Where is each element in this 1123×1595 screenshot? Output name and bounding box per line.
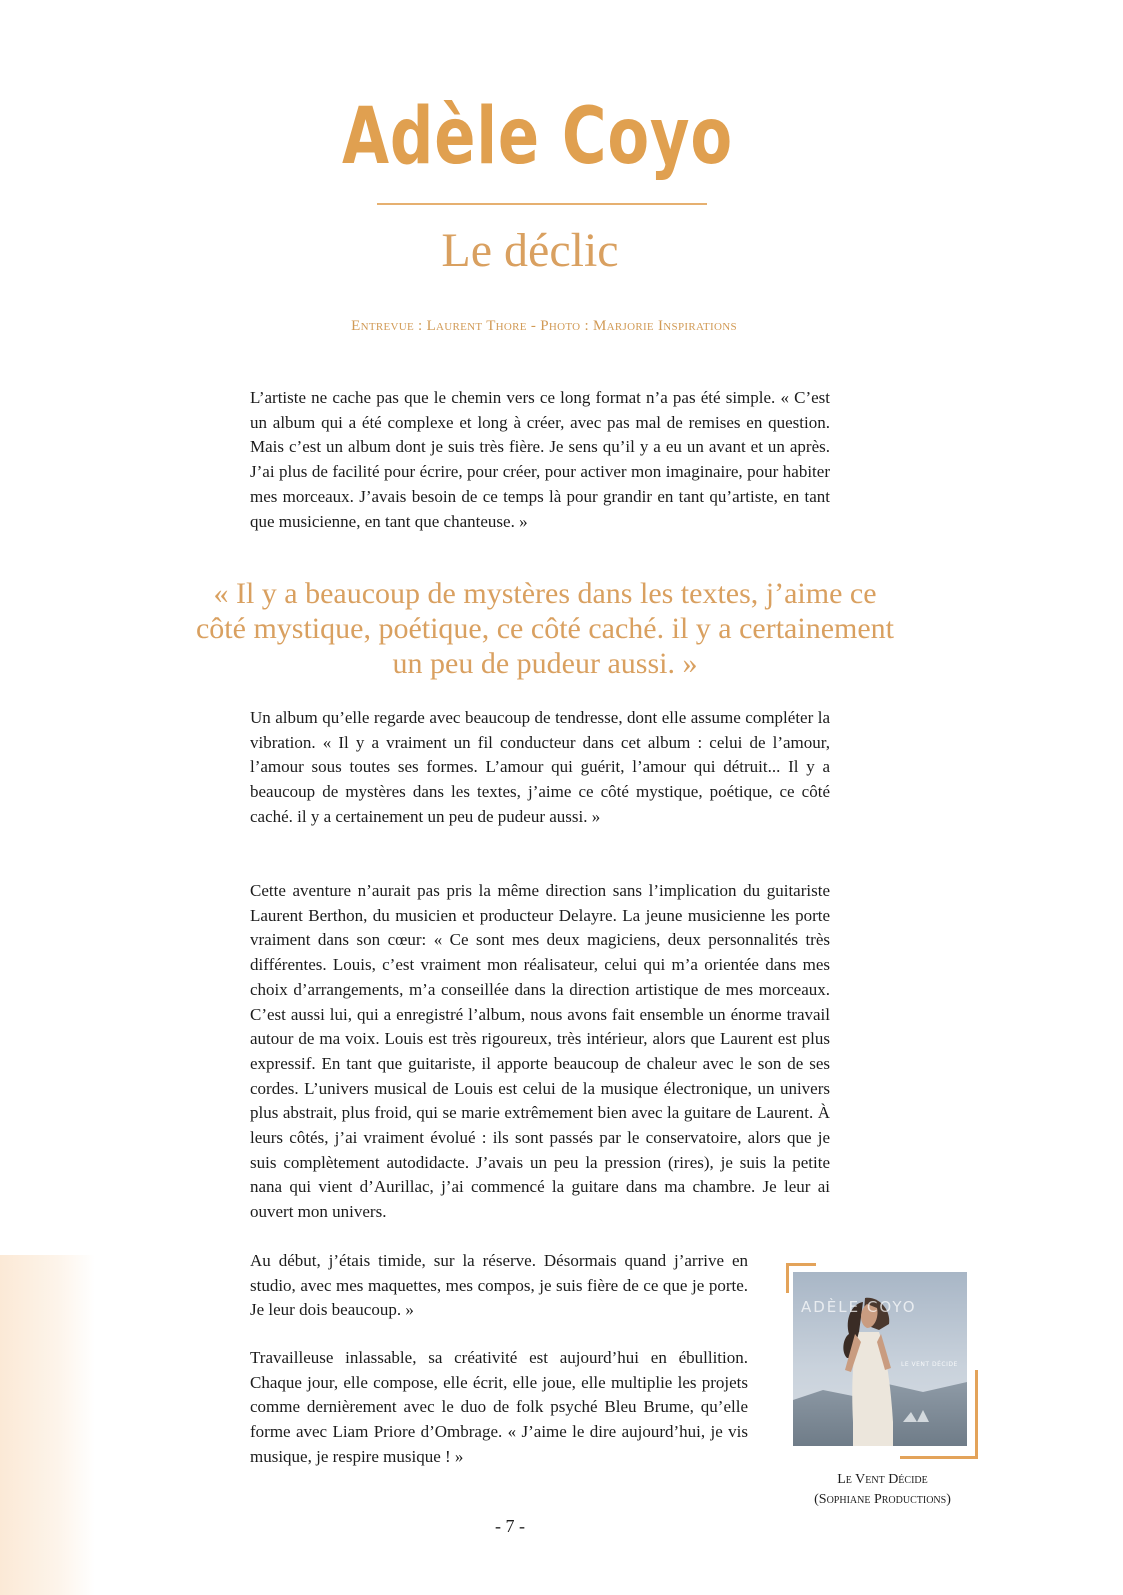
- album-title: Le Vent Décide: [837, 1472, 928, 1487]
- cover-frame-bottom: [900, 1456, 978, 1459]
- album-label: (Sophiane Productions): [814, 1492, 951, 1507]
- cover-frame-top: [786, 1263, 816, 1266]
- cover-title-text: LE VENT DÉCIDE: [901, 1361, 958, 1368]
- article-title: Adèle Coyo: [342, 92, 733, 182]
- pull-quote: « Il y a beaucoup de mystères dans les textes, j’aime ce côté mystique, poétique, ce côté caché. il y a certainement un peu de pudeur aussi. »: [195, 577, 894, 680]
- paragraph-1: L’artiste ne cache pas que le chemin vers ce long format n’a pas été simple. « C’est un album qui a été complexe et long à créer, avec pas mal de remises en question. Mais c’est un album dont je suis très fière. Je sens qu’il y a eu un avant et un après. J’ai plus de facilité pour écrire, pour créer, pour activer mon imaginaire, pour habiter mes morceaux. J’avais besoin de ce temps là pour grandir en tant qu’artiste, en tant que musicienne, en tant que chanteuse. »: [250, 388, 830, 531]
- cover-artist-text: ADÈLE COYO: [801, 1298, 917, 1316]
- cover-frame-right: [975, 1370, 978, 1458]
- paragraph-4: Travailleuse inlassable, sa créativité est aujourd’hui en ébullition. Chaque jour, elle compose, elle écrit, elle joue, elle multiplie les projets comme dernièrement avec le duo de folk psyché Bleu Brume, qu’elle forme avec Liam Priore d’Ombrage. « J’aime le dire aujourd’hui, je vis musique, je respire musique ! »: [250, 1348, 748, 1466]
- paragraph-2: Un album qu’elle regarde avec beaucoup de tendresse, dont elle assume compléter la vibration. « Il y a vraiment un fil conducteur dans cet album : celui de l’amour, l’amour sous toutes ses formes. L’amour qui guérit, l’amour qui détruit... Il y a beaucoup de mystères dans les textes, j’aime ce côté mystique, poétique, ce côté caché. il y a certainement un peu de pudeur aussi. »: [250, 708, 830, 826]
- paragraph-3-continued: Au début, j’étais timide, sur la réserve. Désormais quand j’arrive en studio, avec mes maquettes, mes compos, je suis fière de ce que je porte. Je leur dois beaucoup. »: [250, 1251, 748, 1320]
- cover-frame-left: [786, 1263, 789, 1293]
- album-caption: [775, 1470, 990, 1510]
- decorative-side-gradient: [0, 1255, 95, 1595]
- paragraph-3: Cette aventure n’aurait pas pris la même direction sans l’implication du guitariste Laurent Berthon, du musicien et producteur Delayre. La jeune musicienne les porte vraiment dans son cœur: « Ce sont mes deux magiciens, deux personnalités très différentes. Louis, c’est vraiment mon réalisateur, celui qui m’a orientée dans mes choix d’arrangements, m’a conseillée dans la direction artistique de mes morceaux. C’est aussi lui, qui a enregistré l’album, nous avons fait ensemble un énorme travail autour de ma voix. Louis est très rigoureux, très intérieur, alors que Laurent est plus expressif. En tant que guitariste, il apporte beaucoup de chaleur avec le son de ses cordes. L’univers musical de Louis est celui de la musique électronique, un univers plus abstrait, plus froid, qui se marie extrêmement bien avec la guitare de Laurent. À leurs côtés, j’ai vraiment évolué : ils sont passés par le conservatoire, alors que je suis complètement autodidacte. J’avais un peu la pression (rires), je suis la petite nana qui vient d’Aurillac, j’ai commencé la guitare dans ma chambre. Je leur ai ouvert mon univers.: [250, 881, 830, 1222]
- page-number: - 7 -: [495, 1516, 525, 1536]
- album-cover-image: [793, 1272, 967, 1446]
- article-credits: Entrevue : Laurent Thore - Photo : Marjorie Inspirations: [351, 318, 737, 334]
- article-subtitle: Le déclic: [441, 224, 619, 277]
- title-divider: [377, 203, 707, 205]
